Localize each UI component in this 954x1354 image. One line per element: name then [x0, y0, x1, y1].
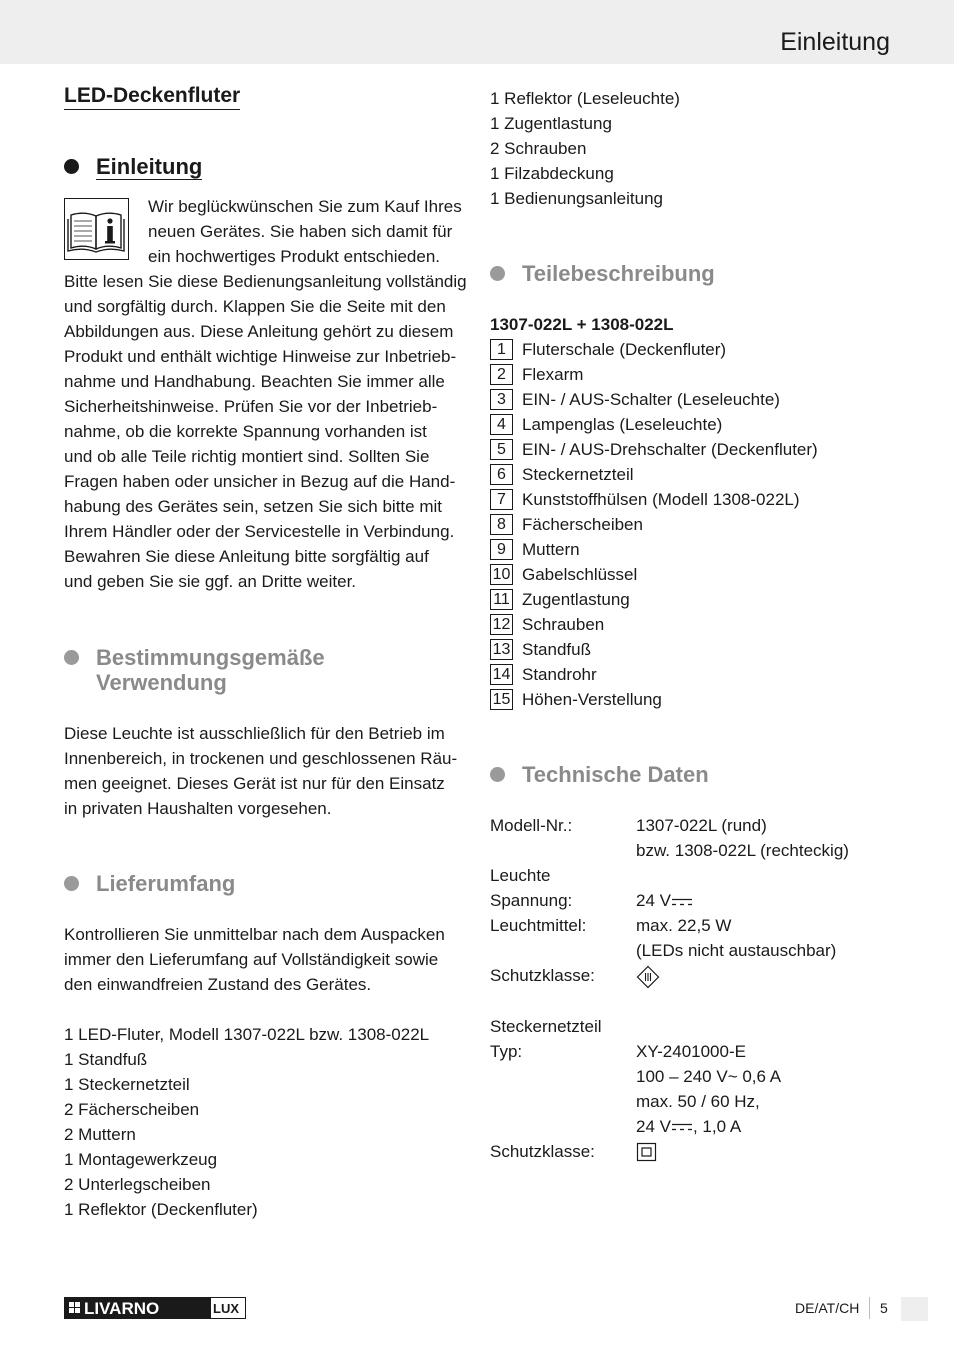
- part-number-box: 5: [490, 439, 513, 460]
- part-label: Kunststoffhülsen (Modell 1308-022L): [522, 489, 800, 509]
- dc-current-icon: [671, 1122, 693, 1132]
- part-number-box: 15: [490, 689, 513, 710]
- tech-row-protection-class: Schutzklasse:: [490, 963, 890, 989]
- text-line: Kontrollieren Sie unmittelbar nach dem Auspacken: [64, 925, 445, 944]
- text-line: men geeignet. Dieses Gerät ist nur für den Einsatz: [64, 774, 445, 793]
- heading-lieferumfang: Lieferumfang: [64, 871, 464, 896]
- list-item: 2 Schrauben: [490, 139, 587, 158]
- text-line: in privaten Haushalten vorgesehen.: [64, 799, 332, 818]
- part-label: Fluterschale (Deckenfluter): [522, 339, 727, 359]
- tech-group-steckernetzteil: Steckernetzteil: [490, 1016, 602, 1036]
- text-line: neuen Gerätes. Sie haben sich damit für: [148, 222, 453, 241]
- text-line: Bewahren Sie diese Anleitung bitte sorgfältig auf: [64, 547, 429, 566]
- footer-divider: [869, 1297, 870, 1319]
- heading-teilebeschreibung: Teilebeschreibung: [490, 261, 890, 286]
- parts-row: [490, 462, 890, 487]
- svg-text:LIVARNO: LIVARNO: [84, 1299, 160, 1318]
- bullet-dot: [490, 266, 505, 281]
- tech-row-protection-class-2: Schutzklasse:: [490, 1139, 890, 1164]
- text-line: Bitte lesen Sie diese Bedienungsanleitung vollständig: [64, 272, 467, 291]
- part-label: Steckernetzteil: [522, 464, 634, 484]
- protection-class-2-icon: [636, 1141, 658, 1163]
- parts-row: [490, 537, 890, 562]
- text-line: den einwandfreien Zustand des Gerätes.: [64, 975, 372, 994]
- protection-class-3-icon: [636, 965, 660, 989]
- parts-row: [490, 687, 890, 712]
- livarno-lux-logo: [64, 1297, 246, 1319]
- list-item: 1 Zugentlastung: [490, 114, 612, 133]
- part-label: Höhen-Verstellung: [522, 689, 662, 709]
- tech-data-table: Modell-Nr.: 1307-022L (rund) bzw. 1308-022L (rechteckig) Leuchte Spannung: 24 V Leuchtmittel: max. 22,5 W (LEDs nicht austauschbar) Schutzklasse: Steckernetzteil Typ: XY-2401000-E 100 – 240 V~ 0,6 A max. 50 / 60 Hz, 24 V , 1,0 A Schutzklasse:: [490, 813, 890, 1164]
- text-line: ein hochwertiges Produkt entschieden.: [148, 247, 441, 266]
- parts-list: [490, 337, 890, 712]
- text-line: und ob alle Teile richtig montiert sind. Sollten Sie: [64, 447, 430, 466]
- part-number-box: 3: [490, 389, 513, 410]
- tech-row-model: Modell-Nr.: 1307-022L (rund): [490, 816, 767, 835]
- parts-row: [490, 512, 890, 537]
- region-code: DE/AT/CH: [795, 1300, 860, 1316]
- part-number-box: 6: [490, 464, 513, 485]
- part-number-box: 10: [490, 564, 513, 585]
- text-line: und geben Sie sie ggf. an Dritte weiter.: [64, 572, 357, 591]
- text-line: Fragen haben oder unsicher in Bezug auf die Hand-: [64, 472, 456, 491]
- heading-bestimmungsgemaesse-verwendung: Bestimmungsgemäße Verwendung: [64, 645, 464, 695]
- parts-row: [490, 662, 890, 687]
- text-line: immer den Lieferumfang auf Vollständigkeit sowie: [64, 950, 439, 969]
- delivery-items-list: [64, 1022, 464, 1222]
- text-line: habung des Gerätes sein, setzen Sie sich bitte mit: [64, 497, 442, 516]
- text-line: nahme und Handhabung. Beachten Sie immer alle: [64, 372, 445, 391]
- list-item: 2 Unterlegscheiben: [64, 1175, 211, 1194]
- list-item: 1 Bedienungsanleitung: [490, 189, 663, 208]
- part-number-box: 7: [490, 489, 513, 510]
- list-item: 2 Muttern: [64, 1125, 136, 1144]
- list-item: 2 Fächerscheiben: [64, 1100, 200, 1119]
- part-number-box: 4: [490, 414, 513, 435]
- parts-row: [490, 387, 890, 412]
- part-label: Flexarm: [522, 364, 584, 384]
- footer-tab-box: [901, 1297, 928, 1321]
- svg-text:LUX: LUX: [213, 1301, 239, 1316]
- list-item: 1 Filzabdeckung: [490, 164, 614, 183]
- bullet-dot: [64, 159, 79, 174]
- text-line: Sicherheitshinweise. Prüfen Sie vor der Inbetrieb-: [64, 397, 438, 416]
- list-item: 1 Steckernetzteil: [64, 1075, 190, 1094]
- bullet-dot: [490, 767, 505, 782]
- right-column: [490, 86, 890, 1164]
- text-line: Abbildungen aus. Diese Anleitung gehört zu diesem: [64, 322, 454, 341]
- dc-current-icon: [671, 897, 693, 907]
- part-label: Standrohr: [522, 664, 597, 684]
- part-label: EIN- / AUS-Drehschalter (Deckenfluter): [522, 439, 818, 459]
- text-line: Produkt und enthält wichtige Hinweise zur Inbetrieb-: [64, 347, 457, 366]
- part-number-box: 9: [490, 539, 513, 560]
- intro-section: [64, 194, 467, 594]
- page-number: 5: [880, 1300, 888, 1316]
- text-line: Innenbereich, in trockenen und geschlossenen Räu-: [64, 749, 458, 768]
- parts-row: [490, 587, 890, 612]
- parts-row: [490, 487, 890, 512]
- bullet-dot: [64, 650, 79, 665]
- part-label: Fächerscheiben: [522, 514, 643, 534]
- part-label: Gabelschlüssel: [522, 564, 638, 584]
- part-number-box: 2: [490, 364, 513, 385]
- heading-einleitung: Einleitung: [64, 154, 464, 180]
- part-number-box: 13: [490, 639, 513, 660]
- parts-row: [490, 362, 890, 387]
- tech-row-type: Typ: XY-2401000-E: [490, 1041, 746, 1061]
- parts-row: [490, 337, 890, 362]
- part-number-box: 14: [490, 664, 513, 685]
- part-number-box: 1: [490, 339, 513, 360]
- heading-technische-daten: Technische Daten: [490, 762, 890, 787]
- part-label: EIN- / AUS-Schalter (Leseleuchte): [522, 389, 780, 409]
- tech-row-bulb: Leuchtmittel: max. 22,5 W: [490, 916, 732, 935]
- part-label: Lampenglas (Leseleuchte): [522, 414, 723, 434]
- parts-row: [490, 412, 890, 437]
- usage-text: [64, 721, 464, 821]
- part-label: Standfuß: [522, 639, 591, 659]
- delivery-text: [64, 922, 464, 997]
- tech-row-voltage: Spannung: 24 V: [490, 888, 890, 913]
- text-line: Wir beglückwünschen Sie zum Kauf Ihres: [148, 197, 462, 216]
- text-line: und sorgfältig durch. Klappen Sie die Seite mit den: [64, 297, 446, 316]
- list-item: 1 Standfuß: [64, 1050, 148, 1069]
- parts-row: [490, 562, 890, 587]
- list-item: 1 LED-Fluter, Modell 1307-022L bzw. 1308-022L: [64, 1025, 430, 1044]
- parts-model-heading: 1307-022L + 1308-022L: [490, 315, 674, 334]
- tech-group-leuchte: Leuchte: [490, 866, 551, 885]
- left-column: [64, 84, 467, 1222]
- intro-text: [64, 269, 467, 594]
- parts-row: [490, 437, 890, 462]
- delivery-items-list-continued: [490, 86, 890, 211]
- parts-row: [490, 612, 890, 637]
- product-title: LED-Deckenfluter: [64, 84, 240, 110]
- parts-row: [490, 637, 890, 662]
- text-line: nahme, ob die korrekte Spannung vorhanden ist: [64, 422, 427, 441]
- part-number-box: 11: [490, 589, 513, 610]
- text-line: Diese Leuchte ist ausschließlich für den Betrieb im: [64, 724, 445, 743]
- part-number-box: 8: [490, 514, 513, 535]
- list-item: 1 Reflektor (Leseleuchte): [490, 89, 680, 108]
- part-label: Schrauben: [522, 614, 605, 634]
- page-header-title: Einleitung: [780, 28, 890, 56]
- bullet-dot: [64, 876, 79, 891]
- list-item: 1 Reflektor (Deckenfluter): [64, 1200, 258, 1219]
- part-number-box: 12: [490, 614, 513, 635]
- text-line: Ihrem Händler oder der Servicestelle in Verbindung.: [64, 522, 455, 541]
- info-book-icon: [64, 198, 129, 260]
- part-label: Zugentlastung: [522, 589, 630, 609]
- list-item: 1 Montagewerkzeug: [64, 1150, 218, 1169]
- part-label: Muttern: [522, 539, 580, 559]
